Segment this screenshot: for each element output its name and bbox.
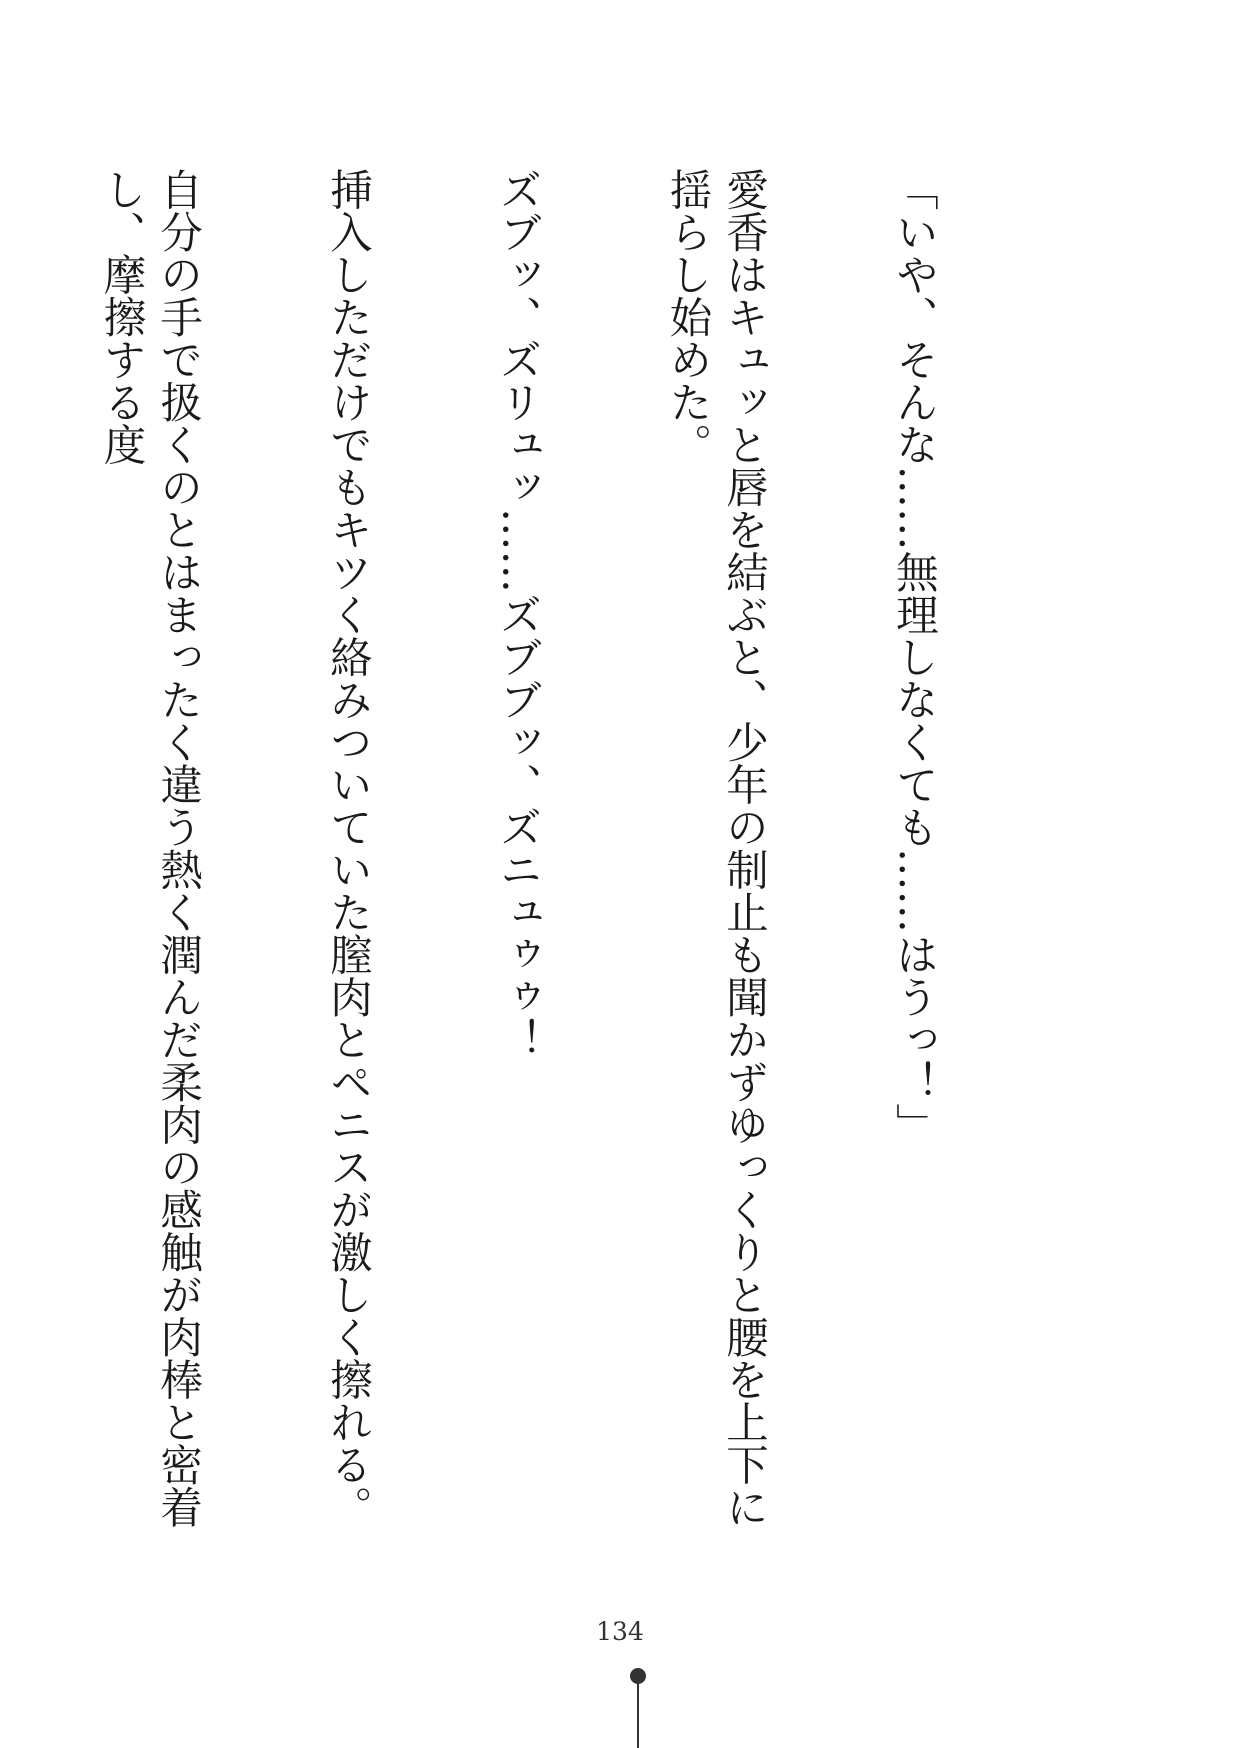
text-line: ズブッ、ズリュッ……ズブブッ、ズニュゥゥ！ (492, 168, 542, 1061)
text-line: 愛香はキュッと唇を結ぶと、少年の制止も聞かずゆっくりと腰を上下に揺らし始めた。 (662, 168, 769, 1528)
folio-line-ornament (637, 1681, 639, 1748)
vertical-text-body (96, 168, 1054, 1568)
page-number: 134 (596, 1617, 644, 1646)
text-line: 挿入しただけでもキツく絡みついていた膣肉とペニスが激しく擦れる。 (322, 168, 372, 1528)
text-line: 「いや、そんな……無理しなくても……はうっ！」 (888, 168, 938, 1146)
text-line: 自分の手で扱くのとはまったく違う熱く潤んだ柔肉の感触が肉棒と密着し、摩擦する度 (96, 168, 203, 1528)
